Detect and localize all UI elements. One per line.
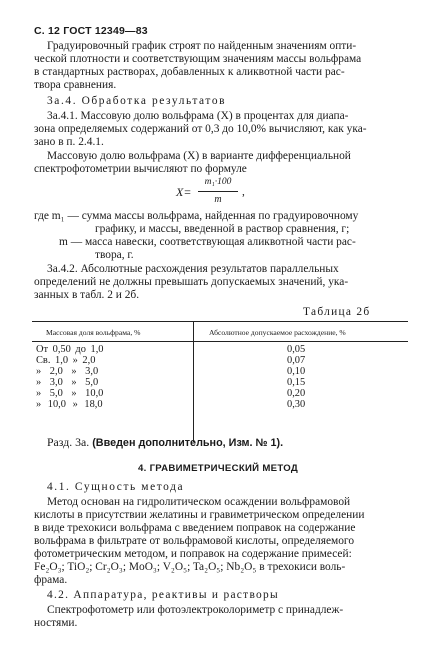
page-header: С. 12 ГОСТ 12349—83: [34, 25, 148, 37]
formula-lhs: X=: [176, 185, 192, 199]
text-line: ностями.: [34, 617, 78, 629]
table-cell-value: 0,05: [287, 344, 306, 355]
table-cell-value: 0,07: [287, 355, 306, 366]
text-line: m — масса навески, соответствующая аликвотной части рас-: [59, 236, 356, 248]
table-cell-value: 0,20: [287, 388, 306, 399]
text-line: Метод основан на гидролитическом осаждении вольфрамовой: [47, 496, 351, 508]
text-line: ческой плотности и соответствующим значениям массы вольфрама: [34, 53, 362, 65]
table-top-rule: [32, 321, 408, 322]
text-line: 3а.4.2. Абсолютные расхождения результатов параллельных: [47, 263, 339, 275]
text-line: Массовую долю вольфрама (X) в варианте дифференциальной: [47, 150, 351, 162]
amendment-note-bold: (Введен дополнительно, Изм. № 1).: [92, 437, 284, 449]
text-line: Fe₂O₃; TiO₂; Cr₂O₃; MoO₃; V₂O₅; Ta₂O₅; Nb₂O₅ в трехокиси воль-: [34, 561, 346, 573]
text-line: в стандартных растворах, добавленных к аликвотной части рас-: [34, 66, 345, 78]
formula-fraction-line: [198, 191, 238, 192]
section-heading-42: 4.2. Аппаратура, реактивы и растворы: [47, 589, 279, 601]
text-line: фотометрическим методом, и поправок на содержание примесей:: [34, 548, 352, 560]
text-line: вольфрама в фильтрате от вольфрамовой кислоты, определяемого: [34, 535, 355, 547]
text-line: Градуировочный график строят по найденным значениям опти-: [47, 40, 357, 52]
table-cell-range: Св. 1,0 » 2,0: [36, 355, 96, 366]
amendment-note: [47, 436, 283, 450]
table-cell-range: » 3,0 » 5,0: [36, 377, 99, 388]
text-line: где m₁ — сумма массы вольфрама, найденная по градуировочному: [34, 210, 359, 222]
text-line: спектрофотометрии вычисляют по формуле: [34, 163, 247, 175]
table-cell-range: » 5,0 » 10,0: [36, 388, 104, 399]
table-header-col2: Абсолютное допускаемое расхождение, %: [209, 328, 346, 337]
table-cell-range: » 2,0 » 3,0: [36, 366, 99, 377]
table-column-divider: [193, 321, 194, 442]
text-line: фрама.: [34, 574, 68, 586]
table-caption: Таблица 2б: [303, 306, 371, 318]
text-line: графику, и массы, введенной в раствор сравнения, г;: [95, 223, 350, 235]
table-cell-value: 0,30: [287, 399, 306, 410]
text-line: Спектрофотометр или фотоэлектроколориметр с принадлеж-: [47, 604, 344, 616]
formula-tail: ,: [242, 186, 245, 198]
section-title-4: 4. ГРАВИМЕТРИЧЕСКИЙ МЕТОД: [138, 463, 299, 474]
text-line: определений не должны превышать допускаемых значений, ука-: [34, 276, 349, 288]
section-heading-3a4: 3а.4. Обработка результатов: [47, 95, 227, 107]
formula-denominator: m: [214, 194, 222, 205]
formula-numerator: m₁·100: [204, 177, 232, 187]
text-line: в виде трехокиси вольфрама с введением поправок на содержание: [34, 522, 356, 534]
table-cell-range: От 0,50 до 1,0: [36, 344, 104, 355]
text-line: твора сравнения.: [34, 79, 117, 91]
section-heading-41: 4.1. Сущность метода: [47, 481, 185, 493]
text-line: зона определяемых содержаний от 0,3 до 10,0% вычисляют, как ука-: [34, 123, 367, 135]
table-cell-value: 0,10: [287, 366, 306, 377]
text-line: кислоты в присутствии желатины и гравиметрическом определении: [34, 509, 365, 521]
table-header-col1: Массовая доля вольфрама, %: [46, 328, 141, 337]
text-line: зано в п. 2.4.1.: [34, 136, 104, 148]
text-line: твора, г.: [95, 249, 134, 261]
table-cell-range: » 10,0 » 18,0: [36, 399, 103, 410]
table-cell-value: 0,15: [287, 377, 306, 388]
amendment-note-prefix: Разд. 3а.: [47, 435, 90, 449]
text-line: занных в табл. 2 и 2б.: [34, 289, 140, 301]
text-line: 3а.4.1. Массовую долю вольфрама (X) в процентах для диапа-: [47, 110, 349, 122]
table-header-rule: [32, 341, 408, 342]
